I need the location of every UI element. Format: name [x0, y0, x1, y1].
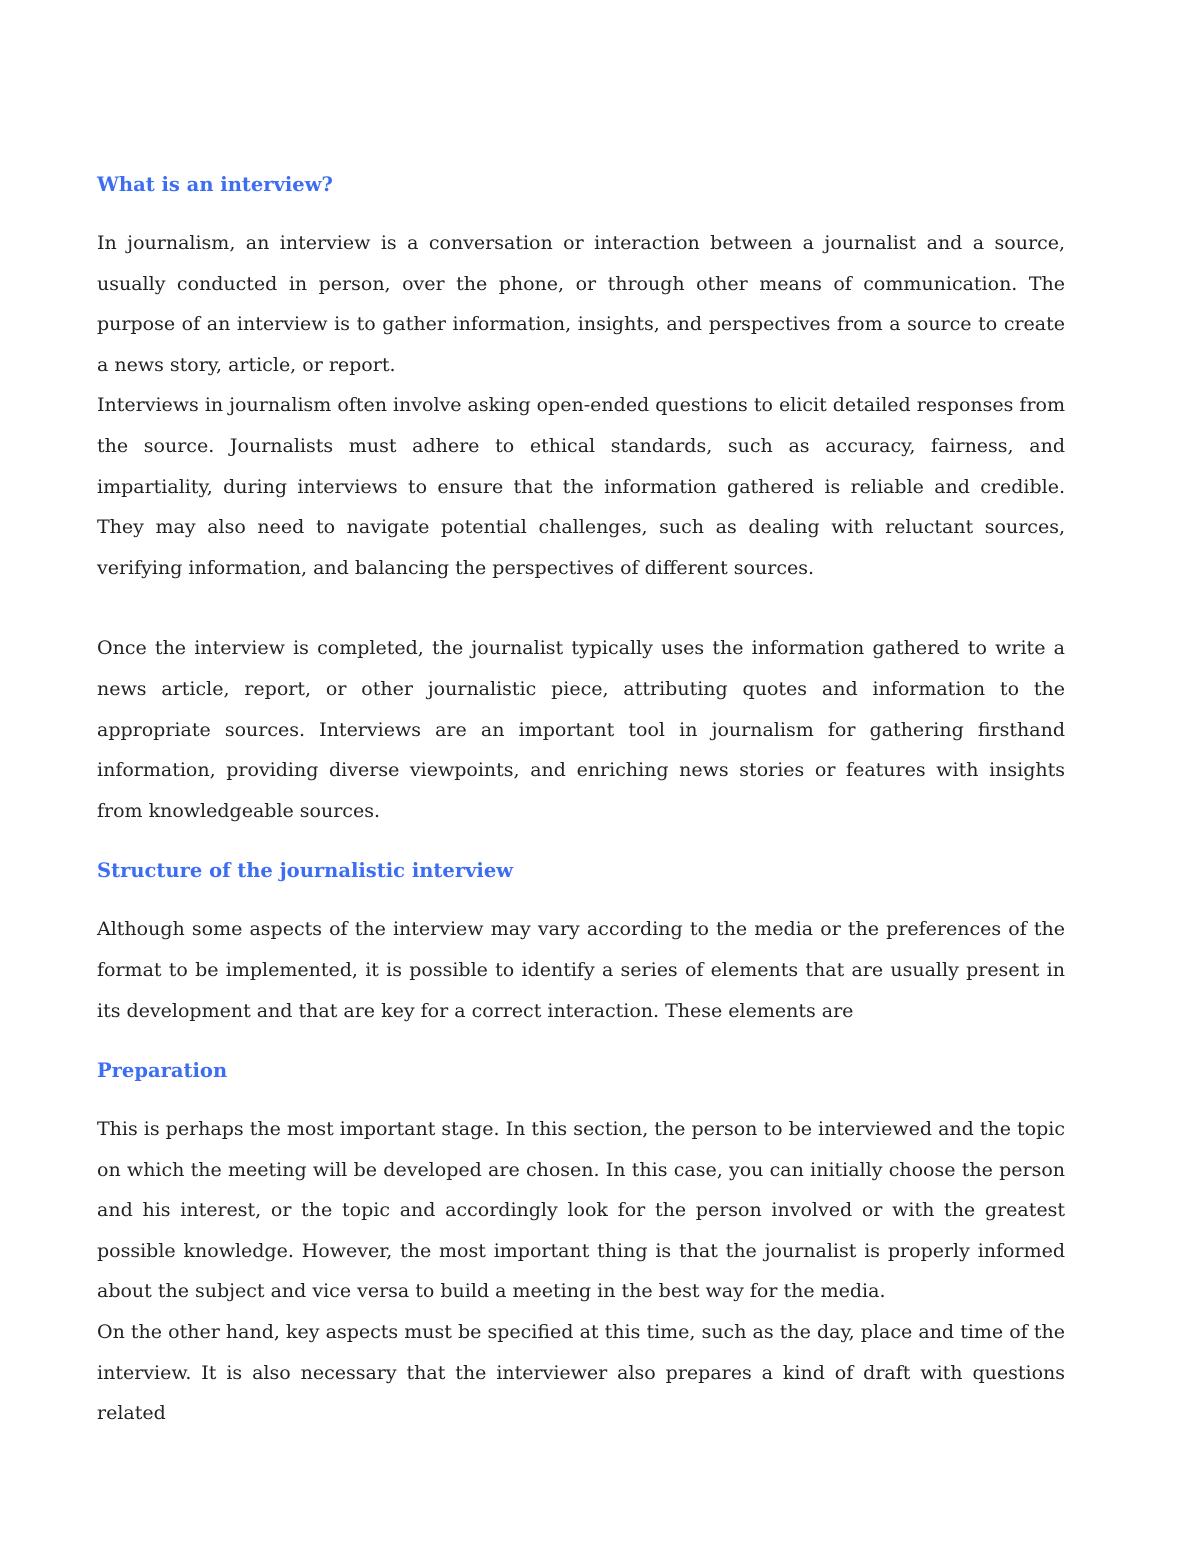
paragraph: This is perhaps the most important stage. In this section, the person to be interviewed and the topic on which the meeting will be developed are chosen. In this case, you can initially choose the person and his interest, or the topic and accordingly look for the person involved or with the greatest possible knowledge. However, the most important thing is that the journalist is properly informed about the subject and vice versa to build a meeting in the best way for the media. [97, 1118, 1065, 1303]
paragraph: On the other hand, key aspects must be specified at this time, such as the day, place and time of the interview. It is also necessary that the interviewer also prepares a kind of draft with questions related [97, 1321, 1065, 1425]
paragraph: In journalism, an interview is a conversation or interaction between a journalist and a source, usually conducted in person, over the phone, or through other means of communication. The purpose of an interview is to gather information, insights, and perspectives from a source to create a news story, article, or report. [97, 232, 1065, 376]
paragraph: Once the interview is completed, the journalist typically uses the information gathered to write a news article, report, or other journalistic piece, attributing quotes and information to the appropriate sources. Interviews are an important tool in journalism for gathering firsthand information, providing diverse viewpoints, and enriching news stories or features with insights from knowledgeable sources. [97, 637, 1065, 822]
document-page [97, 162, 1065, 1434]
paragraph: Interviews in journalism often involve asking open-ended questions to elicit detailed responses from the source. Journalists must adhere to ethical standards, such as accuracy, fairness, and impartiality, during interviews to ensure that the information gathered is reliable and credible. They may also need to navigate potential challenges, such as dealing with reluctant sources, verifying information, and balancing the perspectives of different sources. [97, 394, 1065, 579]
section-heading: Structure of the journalistic interview [97, 859, 514, 883]
section-heading: What is an interview? [97, 173, 333, 196]
paragraph: Although some aspects of the interview may vary according to the media or the preferences of the format to be implemented, it is possible to identify a series of elements that are usually present in its development and that are key for a correct interaction. These elements are [97, 918, 1065, 1022]
section-heading: Preparation [97, 1059, 228, 1083]
